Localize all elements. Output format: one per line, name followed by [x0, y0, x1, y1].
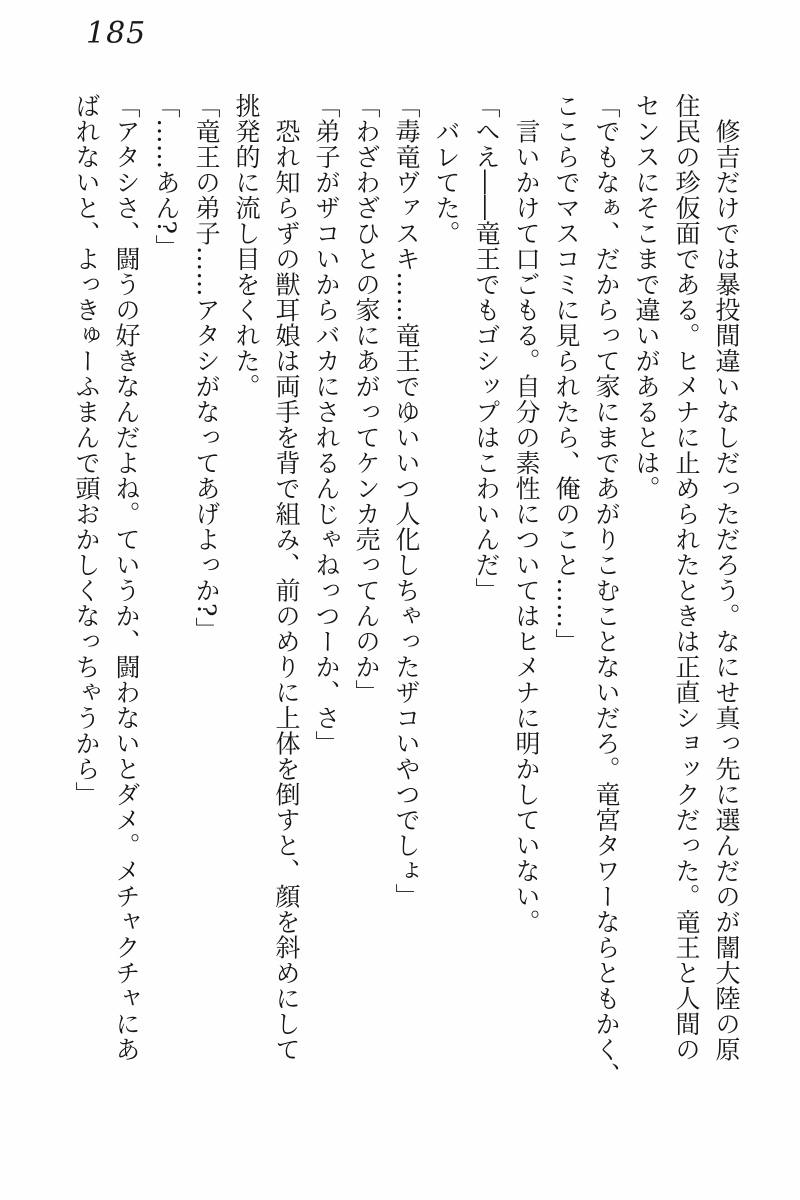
text-line: ばれないと、よっきゅーふまんで頭おかしくなっちゃうから」 — [72, 93, 101, 807]
text-line: 「竜王の弟子……アタシがなってあげよっか?」 — [192, 93, 221, 643]
text-line: 住民の珍仮面である。ヒメナに止められたときは正直ショックだった。竜王と人間の — [672, 93, 701, 1062]
text-line: 挑発的に流し目をくれた。 — [232, 93, 261, 399]
text-line: センスにそこまで違いがあるとは。 — [632, 93, 661, 501]
body-text — [66, 93, 746, 1088]
text-line: 修吉だけでは暴投間違いなしだっただろう。なにせ真っ先に選んだのが闇大陸の原 — [712, 93, 741, 1062]
text-line: 言いかけて口ごもる。自分の素性についてはヒメナに明かしていない。 — [512, 93, 541, 935]
page-number: 185 — [86, 16, 147, 51]
text-line: 恐れ知らずの獣耳娘は両手を背で組み、前のめりに上体を倒すと、顔を斜めにして — [272, 93, 301, 1062]
text-line: 「アタシさ、闘うの好きなんだよね。ていうか、闘わないとダメ。メチャクチャにあ — [112, 93, 141, 1062]
text-line: 「毒竜ヴァスキ……竜王でゆいいつ人化しちゃったザコいやつでしょ」 — [392, 93, 421, 909]
text-line: バレてた。 — [432, 93, 461, 246]
text-line: 「わざわざひとの家にあがってケンカ売ってんのか」 — [352, 93, 381, 705]
text-line: ここらでマスコミに見られたら、俺のこと……」 — [552, 93, 581, 654]
text-line: 「へえ――竜王でもゴシップはこわいんだ」 — [472, 93, 501, 603]
text-line: 「弟子がザコいからバカにされるんじゃねっつーか、さ」 — [312, 93, 341, 756]
text-line: 「……あん?」 — [152, 93, 181, 260]
text-line: 「でもなぁ、だからって家にまであがりこむことないだろ。竜宮タワーならともかく、 — [592, 93, 621, 1088]
